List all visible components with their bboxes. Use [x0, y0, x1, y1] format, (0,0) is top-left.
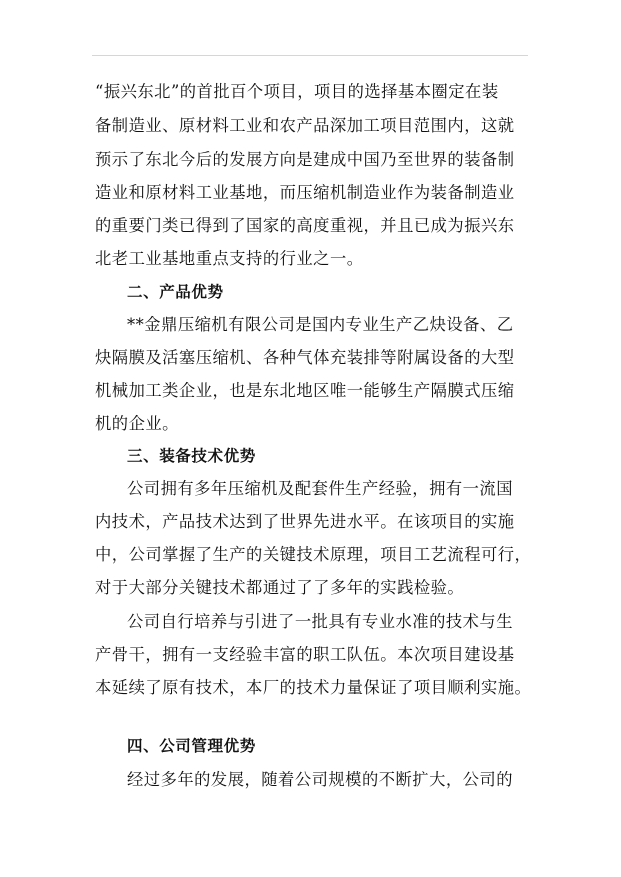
header-divider	[92, 55, 528, 56]
paragraph-5-line-1: 经过多年的发展，随着公司规模的不断扩大，公司的	[127, 770, 513, 789]
paragraph-2-line-4: 机的企业。	[95, 414, 179, 433]
paragraph-4-line-3: 本延续了原有技术，本厂的技术力量保证了项目顺利实施。	[95, 678, 532, 697]
paragraph-2-line-3: 机械加工类企业，也是东北地区唯一能够生产隔膜式压缩	[95, 381, 515, 400]
paragraph-2-line-1: **金鼎压缩机有限公司是国内专业生产乙炔设备、乙	[127, 315, 514, 334]
paragraph-3-line-2: 内技术，产品技术达到了世界先进水平。在该项目的实施	[95, 512, 515, 531]
paragraph-4-line-1: 公司自行培养与引进了一批具有专业水准的技术与生	[127, 612, 513, 631]
paragraph-1-line-6: 北老工业基地重点支持的行业之一。	[95, 249, 364, 268]
paragraph-1-line-5: 的重要门类已得到了国家的高度重视，并且已成为振兴东	[95, 216, 515, 235]
paragraph-1-line-3: 预示了东北今后的发展方向是建成中国乃至世界的装备制	[95, 150, 515, 169]
section-heading-management: 四、公司管理优势	[127, 737, 256, 755]
paragraph-4-line-2: 产骨干，拥有一支经验丰富的职工队伍。本次项目建设基	[95, 645, 515, 664]
paragraph-1-line-2: 备制造业、原材料工业和农产品深加工项目范围内，这就	[95, 116, 515, 135]
paragraph-3-line-4: 对于大部分关键技术都通过了了多年的实践检验。	[95, 578, 465, 597]
paragraph-2-line-2: 炔隔膜及活塞压缩机、各种气体充装排等附属设备的大型	[95, 348, 515, 367]
section-heading-product: 二、产品优势	[127, 283, 224, 301]
paragraph-3-line-3: 中，公司掌握了生产的关键技术原理，项目工艺流程可行，	[95, 545, 532, 564]
paragraph-1-line-4: 造业和原材料工业基地，而压缩机制造业作为装备制造业	[95, 183, 515, 202]
section-heading-technology: 三、装备技术优势	[127, 447, 256, 465]
paragraph-3-line-1: 公司拥有多年压缩机及配套件生产经验，拥有一流国	[127, 479, 513, 498]
paragraph-1-line-1: “振兴东北”的首批百个项目，项目的选择基本圈定在装	[95, 82, 499, 101]
